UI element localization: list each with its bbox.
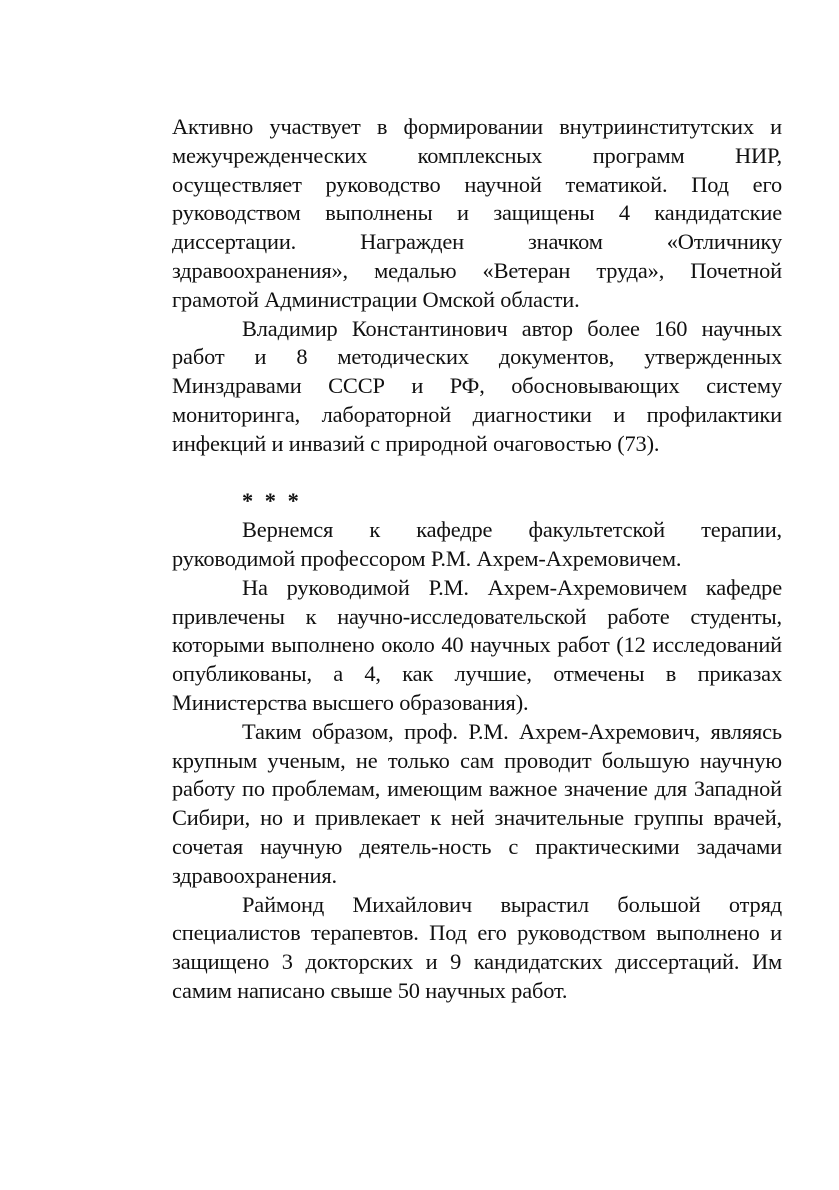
paragraph-awards: Активно участвует в формировании внутриинститутских и межучрежденческих комплексных программ НИР, осуществляет руководство научной тематикой. Под его руководством выполнены и защищены 4 кандидатские диссертации. Награжден значком «Отличнику здравоохранения», медалью «Ветеран труда», Почетной грамотой Администрации Омской области. [172, 114, 782, 312]
section-separator: * * * [242, 488, 302, 514]
paragraph-student-research: На руководимой Р.М. Ахрем-Ахремовичем кафедре привлечены к научно-исследовательской работе студенты, которыми выполнено около 40 научных работ (12 исследований опубликованы, а 4, как лучшие, отмечены в приказах Министерства высшего образования). [172, 574, 782, 715]
document-body [172, 113, 782, 1006]
paragraph-raymond-students: Раймонд Михайлович вырастил большой отряд специалистов терапевтов. Под его руководством выполнено и защищено 3 докторских и 9 кандидатских диссертаций. Им самим написано свыше 50 научных работ. [172, 891, 782, 1003]
paragraph-return-to-department: Вернемся к кафедре факультетской терапии, руководимой профессором Р.М. Ахрем-Ахремовичем. [172, 517, 782, 571]
paragraph-professor-summary: Таким образом, проф. Р.М. Ахрем-Ахремович, являясь крупным ученым, не только сам проводит большую научную работу по проблемам, имеющим важное значение для Западной Сибири, но и привлекает к ней значительные группы врачей, сочетая научную деятель-ность с практическими задачами здравоохранения. [172, 718, 782, 888]
paragraph-author-works: Владимир Константинович автор более 160 научных работ и 8 методических документов, утвержденных Минздравами СССР и РФ, обосновывающих систему мониторинга, лабораторной диагностики и профилактики инфекций и инвазий с природной очаговостью (73). [172, 315, 782, 456]
